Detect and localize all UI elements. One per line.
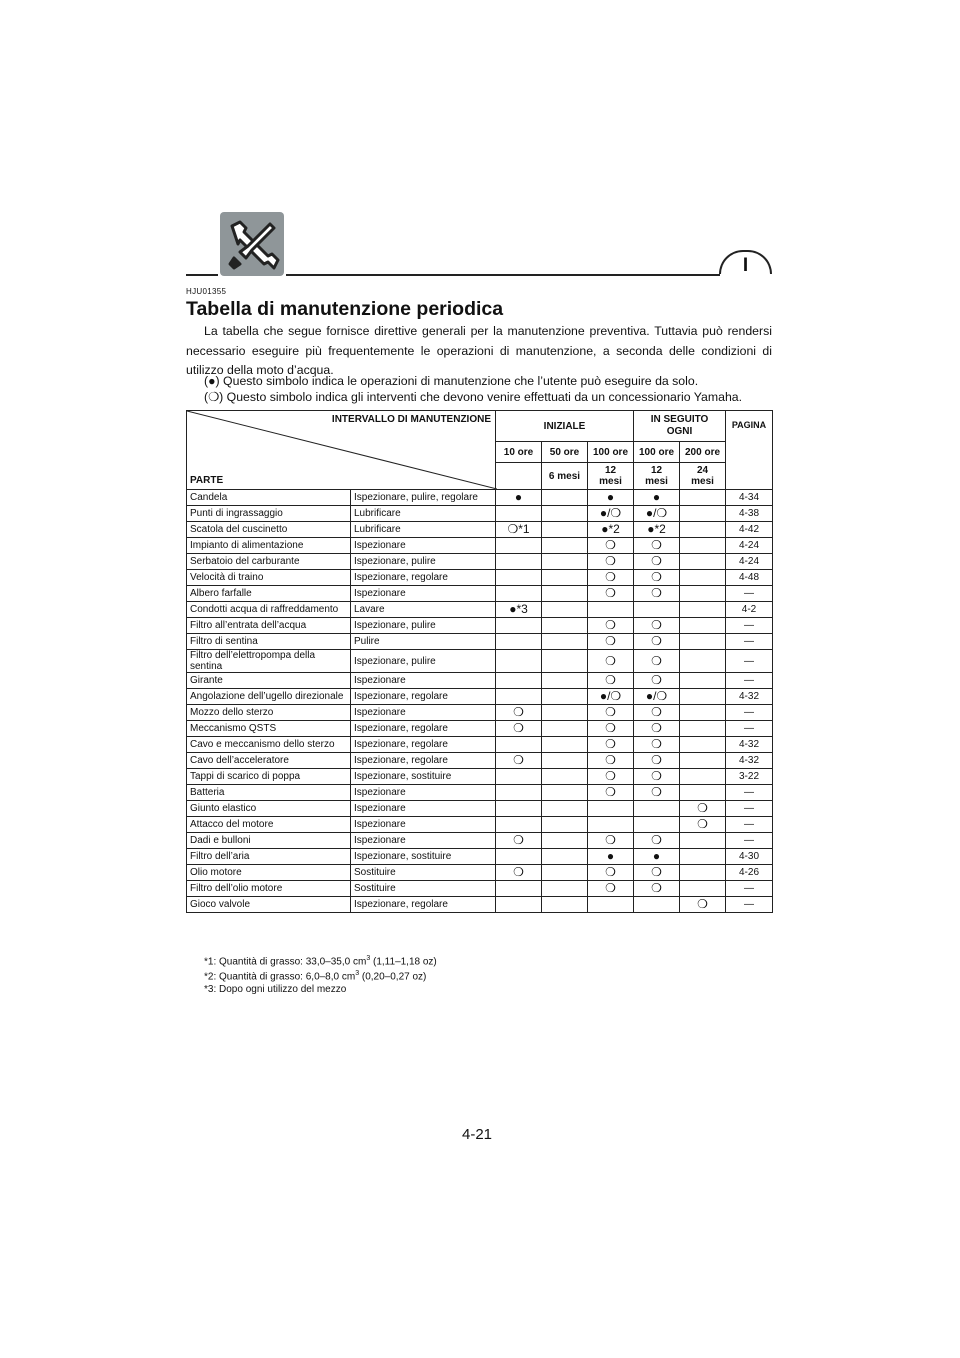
interval-cell: ❍ — [588, 769, 634, 785]
footnotes — [204, 953, 437, 996]
interval-cell — [680, 849, 726, 865]
interval-cell — [496, 570, 542, 586]
intro-text: La tabella che segue fornisce direttive generali per la manutenzione preventiva. Tuttavia può rendersi necessario eseguire più frequentemente le operazioni di manutenzione, a seconda delle condizioni di utilizzo della moto d’acqua. — [186, 324, 772, 377]
interval-cell: ●/❍ — [588, 506, 634, 522]
interval-cell — [496, 785, 542, 801]
interval-cell: ❍ — [496, 865, 542, 881]
interval-cell: ●*2 — [588, 522, 634, 538]
table-row — [187, 634, 773, 650]
interval-cell — [496, 769, 542, 785]
table-row — [187, 849, 773, 865]
interval-cell — [496, 689, 542, 705]
page-cell: 4-24 — [726, 538, 773, 554]
operation-cell: Ispezionare — [351, 705, 496, 721]
operation-cell: Ispezionare, pulire — [351, 650, 496, 673]
operation-cell: Ispezionare — [351, 833, 496, 849]
interval-cell: ❍ — [496, 705, 542, 721]
page-cell: — — [726, 801, 773, 817]
part-cell: Meccanismo QSTS — [187, 721, 351, 737]
footnote-1-oz: (1,11–1,18 oz) — [370, 956, 437, 968]
interval-cell — [496, 897, 542, 913]
table-row — [187, 865, 773, 881]
months-6: 6 mesi — [542, 463, 588, 490]
interval-cell — [588, 817, 634, 833]
part-cell: Condotti acqua di raffreddamento — [187, 602, 351, 618]
interval-cell — [542, 849, 588, 865]
interval-cell: ❍ — [588, 705, 634, 721]
table-row — [187, 705, 773, 721]
header-rule-middle — [286, 274, 720, 276]
operation-cell: Ispezionare — [351, 801, 496, 817]
months-24: 24 mesi — [680, 463, 726, 490]
page-cell: — — [726, 721, 773, 737]
table-row — [187, 538, 773, 554]
interval-cell — [680, 737, 726, 753]
part-cell: Candela — [187, 490, 351, 506]
page-cell: — — [726, 705, 773, 721]
table-row — [187, 753, 773, 769]
part-cell: Filtro dell’olio motore — [187, 881, 351, 897]
operation-cell: Ispezionare, regolare — [351, 570, 496, 586]
part-cell: Angolazione dell’ugello direzionale — [187, 689, 351, 705]
interval-cell: ❍ — [680, 817, 726, 833]
interval-cell — [542, 538, 588, 554]
page-cell: — — [726, 817, 773, 833]
interval-cell — [680, 785, 726, 801]
page-cell: 4-38 — [726, 506, 773, 522]
table-row — [187, 506, 773, 522]
interval-cell: ❍ — [634, 634, 680, 650]
footnote-1-text: *1: Quantità di grasso: 33,0–35,0 cm — [204, 956, 367, 968]
page-cell: — — [726, 881, 773, 897]
part-cell: Dadi e bulloni — [187, 833, 351, 849]
header-initial: INIZIALE — [496, 411, 634, 442]
table-row — [187, 817, 773, 833]
part-cell: Serbatoio del carburante — [187, 554, 351, 570]
interval-cell — [496, 817, 542, 833]
interval-cell — [680, 522, 726, 538]
interval-cell: ❍ — [496, 833, 542, 849]
interval-cell — [680, 634, 726, 650]
interval-cell: ❍ — [588, 554, 634, 570]
interval-cell — [680, 554, 726, 570]
interval-cell — [542, 673, 588, 689]
interval-cell: ❍ — [634, 538, 680, 554]
page-cell: — — [726, 785, 773, 801]
interval-cell — [634, 897, 680, 913]
interval-cell — [680, 650, 726, 673]
table-row — [187, 833, 773, 849]
interval-cell — [680, 753, 726, 769]
part-cell: Scatola del cuscinetto — [187, 522, 351, 538]
footnote-1 — [204, 953, 437, 968]
hours-10: 10 ore — [496, 442, 542, 463]
table-row — [187, 785, 773, 801]
header-rule-left — [186, 274, 218, 276]
interval-cell — [542, 522, 588, 538]
page-cell: 4-32 — [726, 689, 773, 705]
operation-cell: Ispezionare, sostituire — [351, 769, 496, 785]
interval-cell: ❍ — [588, 673, 634, 689]
interval-cell — [542, 602, 588, 618]
language-badge: I — [719, 250, 772, 274]
page-cell: — — [726, 650, 773, 673]
footnote-3: *3: Dopo ogni utilizzo del mezzo — [204, 983, 347, 995]
months-empty — [496, 463, 542, 490]
interval-cell — [542, 689, 588, 705]
interval-cell — [680, 570, 726, 586]
interval-cell: ❍ — [634, 650, 680, 673]
interval-cell — [542, 817, 588, 833]
page-cell: 4-34 — [726, 490, 773, 506]
part-cell: Girante — [187, 673, 351, 689]
interval-cell: ● — [588, 849, 634, 865]
operation-cell: Ispezionare — [351, 785, 496, 801]
interval-cell — [496, 506, 542, 522]
page-title: Tabella di manutenzione periodica — [186, 298, 504, 320]
operation-cell: Ispezionare, regolare — [351, 689, 496, 705]
footnote-2-text: *2: Quantità di grasso: 6,0–8,0 cm — [204, 971, 356, 983]
interval-cell: ❍ — [588, 538, 634, 554]
interval-cell: ❍ — [588, 618, 634, 634]
page-cell: 3-22 — [726, 769, 773, 785]
interval-cell: ❍ — [588, 650, 634, 673]
interval-cell — [542, 490, 588, 506]
table-row — [187, 689, 773, 705]
header-interval: INTERVALLO DI MANUTENZIONE — [331, 414, 491, 425]
part-cell: Olio motore — [187, 865, 351, 881]
months-12: 12 mesi — [634, 463, 680, 490]
interval-cell: ❍ — [496, 721, 542, 737]
interval-cell: ●*2 — [634, 522, 680, 538]
interval-cell — [680, 618, 726, 634]
interval-cell: ❍ — [588, 634, 634, 650]
operation-cell: Lubrificare — [351, 506, 496, 522]
table-row — [187, 602, 773, 618]
interval-cell: ❍ — [634, 586, 680, 602]
page-cell: — — [726, 833, 773, 849]
footnote-2 — [204, 968, 437, 983]
part-cell: Velocità di traino — [187, 570, 351, 586]
section-code: HJU01355 — [186, 287, 227, 296]
operation-cell: Lubrificare — [351, 522, 496, 538]
interval-cell — [496, 737, 542, 753]
wrench-screwdriver-icon — [220, 212, 284, 276]
interval-cell — [634, 801, 680, 817]
interval-cell — [542, 650, 588, 673]
interval-cell — [542, 705, 588, 721]
intro-paragraph — [186, 322, 772, 381]
interval-cell: ●*3 — [496, 602, 542, 618]
part-cell: Punti di ingrassaggio — [187, 506, 351, 522]
page-cell: 4-32 — [726, 737, 773, 753]
interval-cell: ❍ — [634, 618, 680, 634]
interval-cell — [496, 586, 542, 602]
interval-cell — [496, 673, 542, 689]
table-row — [187, 570, 773, 586]
part-cell: Tappi di scarico di poppa — [187, 769, 351, 785]
interval-cell — [680, 833, 726, 849]
interval-cell — [496, 801, 542, 817]
operation-cell: Ispezionare — [351, 586, 496, 602]
interval-cell — [542, 721, 588, 737]
header-page: PAGINA — [726, 411, 773, 490]
part-cell: Cavo dell’acceleratore — [187, 753, 351, 769]
part-cell: Gioco valvole — [187, 897, 351, 913]
interval-cell — [542, 785, 588, 801]
interval-cell: ❍ — [634, 881, 680, 897]
interval-cell — [542, 881, 588, 897]
interval-cell — [496, 849, 542, 865]
interval-cell — [680, 538, 726, 554]
operation-cell: Ispezionare — [351, 673, 496, 689]
interval-cell: ❍ — [588, 753, 634, 769]
interval-cell: ❍ — [634, 721, 680, 737]
hours-50: 50 ore — [542, 442, 588, 463]
table-row — [187, 897, 773, 913]
operation-cell: Pulire — [351, 634, 496, 650]
operation-cell: Sostituire — [351, 881, 496, 897]
interval-cell — [542, 554, 588, 570]
header-after-every: IN SEGUITO OGNI — [634, 411, 726, 442]
page-cell: 4-24 — [726, 554, 773, 570]
interval-cell: ●/❍ — [634, 506, 680, 522]
interval-cell — [542, 634, 588, 650]
page-number: 4-21 — [462, 1126, 493, 1143]
header-diagonal-cell — [187, 411, 496, 490]
interval-cell — [542, 737, 588, 753]
maintenance-table — [186, 410, 773, 913]
page-cell: 4-30 — [726, 849, 773, 865]
header-part: PARTE — [190, 475, 224, 486]
part-cell: Filtro di sentina — [187, 634, 351, 650]
maintenance-table-body — [187, 490, 773, 913]
interval-cell: ❍ — [634, 673, 680, 689]
interval-cell — [496, 554, 542, 570]
part-cell: Giunto elastico — [187, 801, 351, 817]
interval-cell: ● — [496, 490, 542, 506]
interval-cell — [542, 865, 588, 881]
interval-cell — [542, 801, 588, 817]
interval-cell — [634, 817, 680, 833]
part-cell: Impianto di alimentazione — [187, 538, 351, 554]
interval-cell — [542, 570, 588, 586]
interval-cell — [680, 673, 726, 689]
interval-cell — [542, 897, 588, 913]
interval-cell — [680, 506, 726, 522]
interval-cell: ● — [634, 849, 680, 865]
interval-cell: ❍ — [634, 785, 680, 801]
interval-cell: ❍ — [634, 570, 680, 586]
operation-cell: Ispezionare, regolare — [351, 721, 496, 737]
interval-cell — [680, 705, 726, 721]
interval-cell — [496, 538, 542, 554]
interval-cell: ❍ — [634, 769, 680, 785]
legend-dealer-operations: (❍) Questo simbolo indica gli interventi che devono venire effettuati da un concessionario Yamaha. — [204, 390, 743, 404]
interval-cell: ❍ — [634, 554, 680, 570]
interval-cell — [680, 865, 726, 881]
operation-cell: Ispezionare — [351, 538, 496, 554]
table-row — [187, 721, 773, 737]
interval-cell — [542, 753, 588, 769]
footnote-2-sup: 3 — [355, 970, 360, 978]
interval-cell — [542, 833, 588, 849]
part-cell: Batteria — [187, 785, 351, 801]
interval-cell: ❍ — [680, 897, 726, 913]
part-cell: Filtro all’entrata dell’acqua — [187, 618, 351, 634]
operation-cell: Ispezionare, regolare — [351, 897, 496, 913]
interval-cell — [588, 602, 634, 618]
table-row — [187, 881, 773, 897]
months-12-initial: 12 mesi — [588, 463, 634, 490]
interval-cell: ❍*1 — [496, 522, 542, 538]
interval-cell — [542, 769, 588, 785]
table-row — [187, 554, 773, 570]
interval-cell: ❍ — [634, 705, 680, 721]
interval-cell: ❍ — [634, 833, 680, 849]
interval-cell: ❍ — [588, 833, 634, 849]
interval-cell — [496, 650, 542, 673]
table-row — [187, 650, 773, 673]
interval-cell — [680, 721, 726, 737]
interval-cell: ❍ — [680, 801, 726, 817]
interval-cell — [634, 602, 680, 618]
hours-100: 100 ore — [634, 442, 680, 463]
operation-cell: Lavare — [351, 602, 496, 618]
footnote-2-oz: (0,20–0,27 oz) — [359, 971, 427, 983]
interval-cell: ❍ — [634, 753, 680, 769]
hours-200: 200 ore — [680, 442, 726, 463]
interval-cell — [542, 506, 588, 522]
table-row — [187, 586, 773, 602]
interval-cell: ❍ — [634, 737, 680, 753]
interval-cell — [680, 689, 726, 705]
interval-cell — [680, 586, 726, 602]
interval-cell — [496, 881, 542, 897]
interval-cell — [588, 897, 634, 913]
interval-cell — [496, 618, 542, 634]
interval-cell — [680, 602, 726, 618]
interval-cell: ● — [588, 490, 634, 506]
part-cell: Albero farfalle — [187, 586, 351, 602]
part-cell: Filtro dell’aria — [187, 849, 351, 865]
interval-cell: ❍ — [588, 881, 634, 897]
table-row — [187, 522, 773, 538]
part-cell: Attacco del motore — [187, 817, 351, 833]
table-row — [187, 737, 773, 753]
table-row — [187, 673, 773, 689]
interval-cell: ● — [634, 490, 680, 506]
interval-cell: ●/❍ — [588, 689, 634, 705]
page-cell: — — [726, 586, 773, 602]
part-cell: Mozzo dello sterzo — [187, 705, 351, 721]
interval-cell — [680, 881, 726, 897]
page-cell: 4-42 — [726, 522, 773, 538]
interval-cell: ❍ — [588, 721, 634, 737]
interval-cell — [680, 769, 726, 785]
page-cell: 4-2 — [726, 602, 773, 618]
interval-cell: ❍ — [588, 570, 634, 586]
table-row — [187, 490, 773, 506]
operation-cell: Ispezionare, pulire — [351, 554, 496, 570]
interval-cell — [588, 801, 634, 817]
page-cell: 4-48 — [726, 570, 773, 586]
operation-cell: Ispezionare — [351, 817, 496, 833]
page-cell: 4-26 — [726, 865, 773, 881]
operation-cell: Ispezionare, regolare — [351, 753, 496, 769]
page-cell: — — [726, 897, 773, 913]
table-row — [187, 769, 773, 785]
operation-cell: Sostituire — [351, 865, 496, 881]
part-cell: Cavo e meccanismo dello sterzo — [187, 737, 351, 753]
operation-cell: Ispezionare, regolare — [351, 737, 496, 753]
operation-cell: Ispezionare, sostituire — [351, 849, 496, 865]
page-cell: — — [726, 673, 773, 689]
hours-100-initial: 100 ore — [588, 442, 634, 463]
operation-cell: Ispezionare, pulire — [351, 618, 496, 634]
footnote-1-sup: 3 — [366, 955, 371, 962]
table-row — [187, 618, 773, 634]
page-cell: 4-32 — [726, 753, 773, 769]
operation-cell: Ispezionare, pulire, regolare — [351, 490, 496, 506]
interval-cell: ❍ — [588, 865, 634, 881]
interval-cell — [680, 490, 726, 506]
table-row — [187, 801, 773, 817]
interval-cell — [542, 586, 588, 602]
interval-cell: ●/❍ — [634, 689, 680, 705]
interval-cell — [496, 634, 542, 650]
interval-cell: ❍ — [588, 785, 634, 801]
page-cell: — — [726, 634, 773, 650]
interval-cell — [542, 618, 588, 634]
legend-user-operations: (●) Questo simbolo indica le operazioni di manutenzione che l’utente può eseguire da solo. — [204, 374, 699, 388]
interval-cell: ❍ — [496, 753, 542, 769]
interval-cell: ❍ — [634, 865, 680, 881]
page-cell: — — [726, 618, 773, 634]
interval-cell: ❍ — [588, 586, 634, 602]
part-cell: Filtro dell’elettropompa della sentina — [187, 650, 351, 673]
interval-cell: ❍ — [588, 737, 634, 753]
